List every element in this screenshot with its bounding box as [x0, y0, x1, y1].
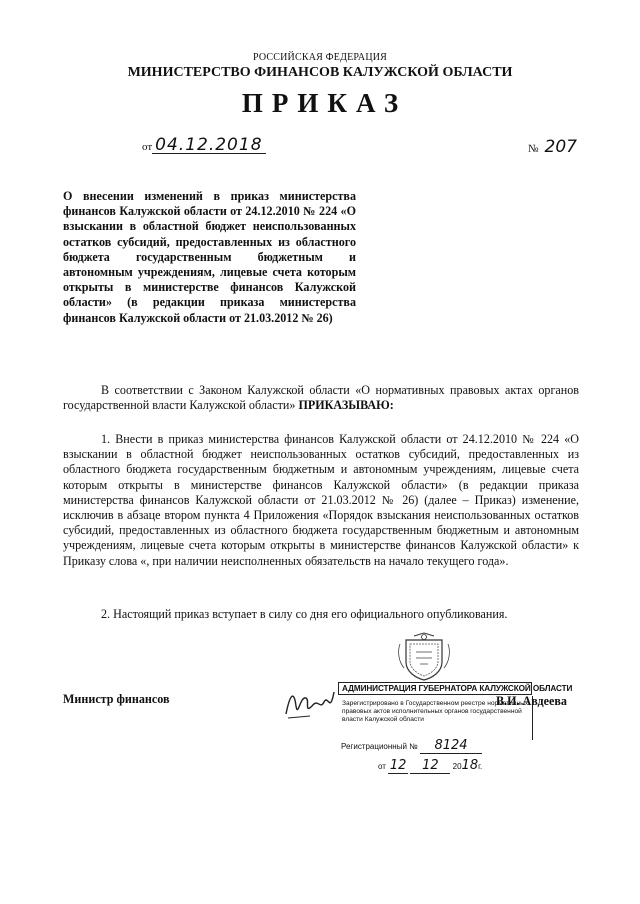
- federation-label: РОССИЙСКАЯ ФЕДЕРАЦИЯ: [252, 52, 388, 63]
- stamp-date-month: 12: [422, 758, 439, 773]
- stamp-text: Зарегистрировано в Государственном реестре нормативных правовых актов исполнительных органов государственной власти Калужской области: [342, 700, 529, 723]
- order-subject: О внесении изменений в приказ министерства финансов Калужской области от 24.12.2010 № 224 «О взыскании в областной бюджет неиспользованных остатков субсидий, предоставленных из областного бюджета государственным бюджетным и автономным учреждениям, лицевые счета которым открыты в министерстве финансов Калужской области» (в редакции приказа министерства финансов Калужской области от 21.03.2012 № 26): [63, 189, 356, 325]
- coat-of-arms-seal: [396, 632, 452, 682]
- order-number: [528, 137, 577, 157]
- item-2-paragraph: 2. Настоящий приказ вступает в силу со дня его официального опубликования.: [101, 607, 508, 621]
- stamp-date-suffix: г.: [478, 762, 483, 771]
- ministry-name: МИНИСТЕРСТВО ФИНАНСОВ КАЛУЖСКОЙ ОБЛАСТИ: [127, 65, 513, 80]
- stamp-header: АДМИНИСТРАЦИЯ ГУБЕРНАТОРА КАЛУЖСКОЙ ОБЛАСТИ: [338, 682, 532, 695]
- stamp-reg-value: 8124: [434, 738, 468, 753]
- handwritten-signature: [280, 684, 340, 724]
- date-value: 04.12.2018: [152, 137, 265, 154]
- document-title: ПРИКАЗ: [241, 88, 408, 118]
- stamp-date-day: 12: [389, 758, 407, 773]
- stamp-date-year-value: 18: [461, 758, 479, 773]
- stamp-date-prefix: от: [378, 762, 386, 771]
- number-prefix: №: [528, 143, 539, 155]
- preamble-order-word: ПРИКАЗЫВАЮ:: [298, 398, 394, 413]
- item-1-paragraph: 1. Внести в приказ министерства финансов Калужской области от 24.12.2010 № 224 «О взыскании в областной бюджет неиспользованных остатков субсидий, предоставленных из областного бюджета государственным бюджетным и автономным учреждениям, лицевые счета которым открыты в министерстве финансов Калужской области» (в редакции приказа министерства финансов Калужской области от 21.03.2012 № 26) (далее – Приказ) изменение, исключив в абзаце втором пункта 4 Приложения «Порядок взыскания неиспользованных остатков субсидий, предоставленных из областного бюджета государственным бюджетным и автономным учреждениям, лицевые счета которым открыты в министерстве финансов Калужской области» к Приказу слова «, при наличии неисполненных обязательств на начало текущего года».: [63, 432, 579, 568]
- date-prefix: от: [142, 141, 153, 153]
- stamp-date-year-prefix: 20: [452, 762, 462, 771]
- signatory-name: В.И. Авдеева: [496, 694, 567, 708]
- preamble-text: В соответствии с Законом Калужской области «О нормативных правовых актах органов государственной власти Калужской области»: [63, 383, 579, 413]
- number-value: 207: [544, 137, 577, 157]
- preamble-paragraph: [63, 383, 579, 413]
- stamp-registration: [341, 738, 482, 754]
- stamp-date: [378, 758, 482, 774]
- order-date: [142, 137, 266, 154]
- stamp-reg-label: Регистрационный №: [341, 742, 418, 751]
- signatory-position: Министр финансов: [63, 692, 170, 706]
